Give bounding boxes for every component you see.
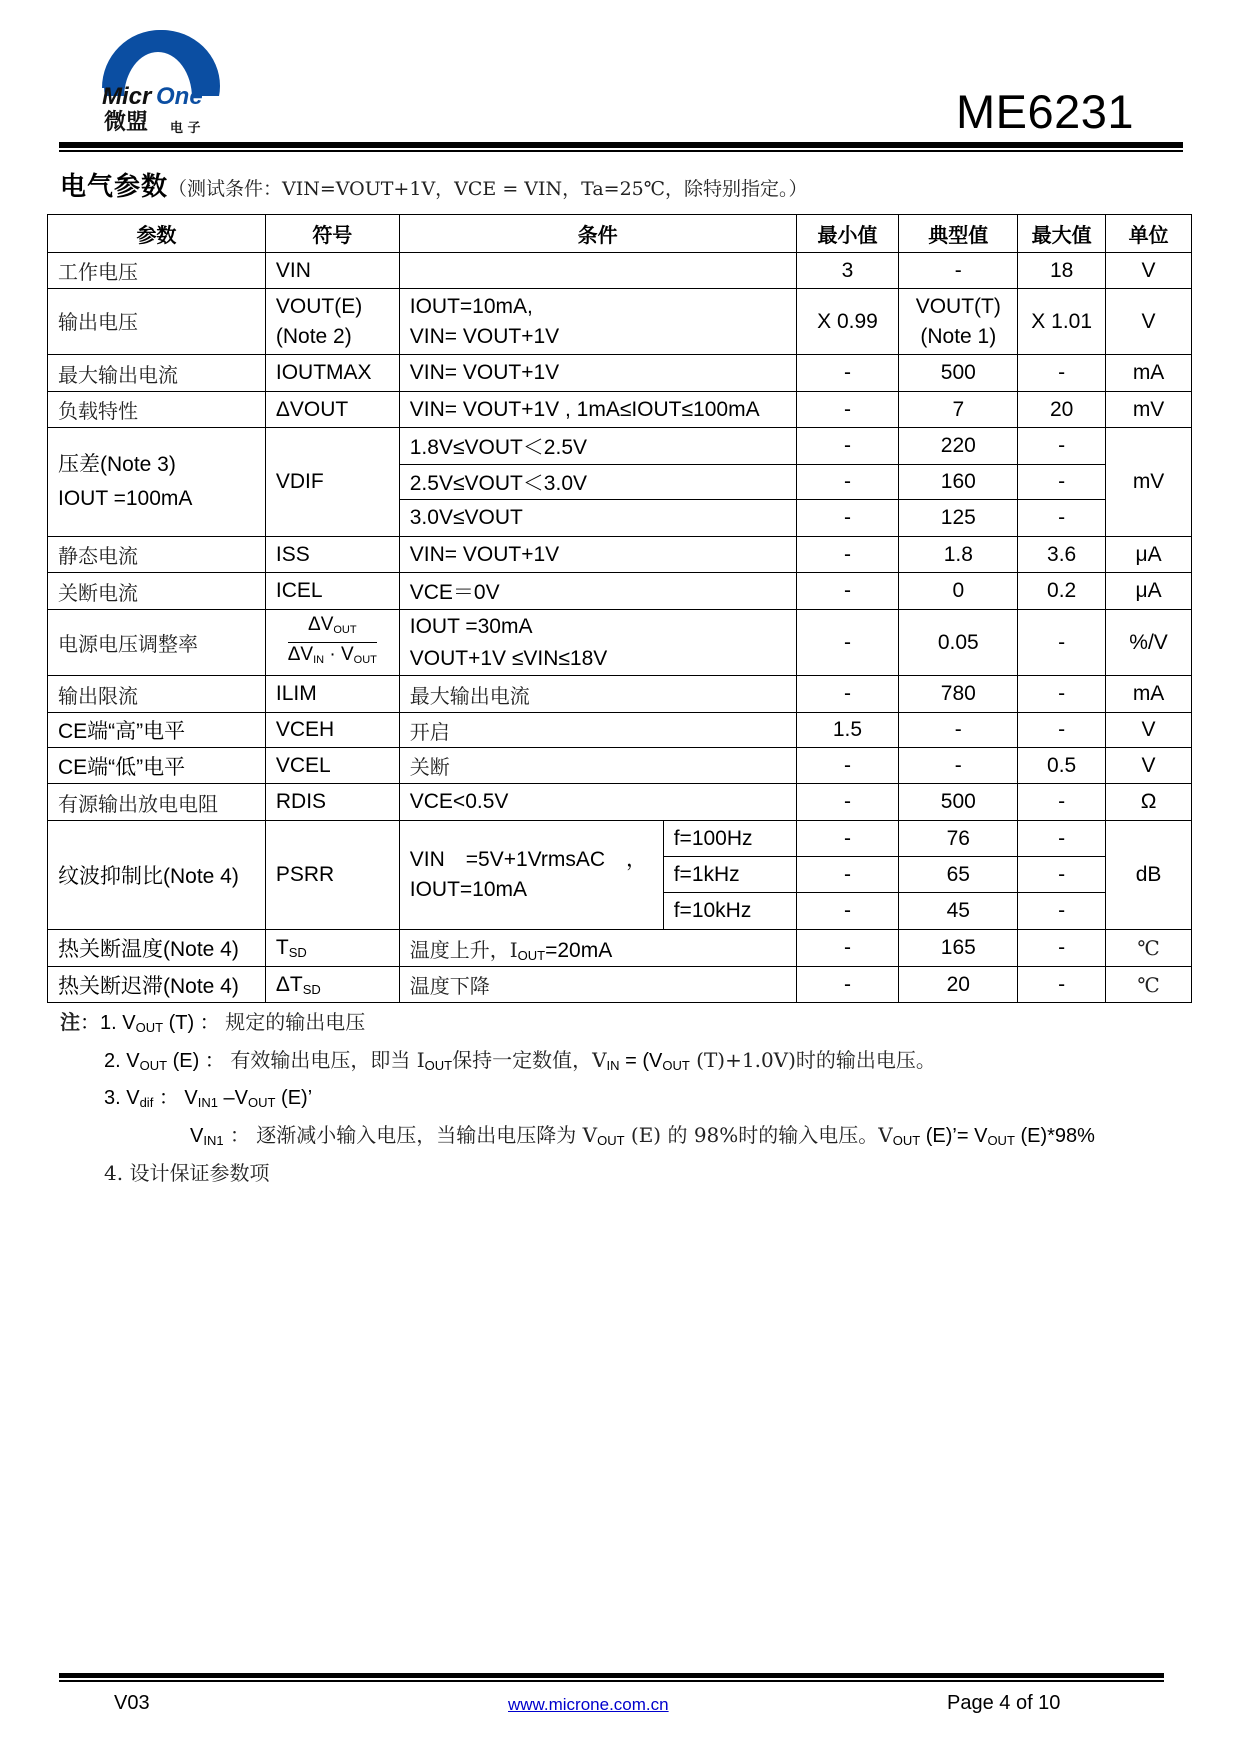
condition-line: IOUT =30mA <box>409 614 533 638</box>
typ-cell: 165 <box>899 930 1018 967</box>
note-text: (T) ： <box>163 1012 220 1034</box>
note-3-detail <box>60 1119 1095 1157</box>
condition-cell: 2.5V≤VOUT＜3.0V <box>399 465 796 500</box>
table-row <box>48 610 1192 676</box>
condition-line: VIN= VOUT+1V <box>409 324 560 348</box>
unit-cell: V <box>1106 748 1192 784</box>
fraction-denominator: · V <box>324 644 354 665</box>
note-text: (T)+1.0V)时的输出电压。 <box>689 1048 936 1072</box>
param-cell: 纹波抑制比(Note 4) <box>48 821 266 930</box>
condition-text: =20mA <box>545 938 613 962</box>
subscript: dif <box>139 1095 154 1110</box>
note-text: 有效输出电压，即当 I <box>230 1048 425 1072</box>
condition-cell: VIN= VOUT+1V <box>399 355 796 392</box>
param-cell: 工作电压 <box>48 253 266 289</box>
param-cell: 静态电流 <box>48 537 266 573</box>
unit-cell: mA <box>1106 676 1192 713</box>
note-text: V <box>190 1125 204 1147</box>
header-min: 最小值 <box>796 215 899 253</box>
header-max: 最大值 <box>1018 215 1106 253</box>
table-row <box>48 713 1192 748</box>
typ-cell: 160 <box>899 465 1018 500</box>
unit-cell: %/V <box>1106 610 1192 676</box>
typ-cell: 500 <box>899 355 1018 392</box>
max-cell: - <box>1018 967 1106 1003</box>
page-number: Page 4 of 10 <box>947 1692 1061 1714</box>
typ-cell: - <box>899 748 1018 784</box>
unit-cell: mV <box>1106 392 1192 428</box>
min-cell: - <box>796 537 899 573</box>
symbol-note: (Note 2) <box>275 324 352 348</box>
note-text: (E)’ <box>275 1087 313 1109</box>
model-number: ME6231 <box>955 85 1134 138</box>
min-cell: - <box>796 610 899 676</box>
note-text: (E)*98% <box>1014 1125 1095 1147</box>
table-row <box>48 355 1192 392</box>
header-symbol: 符号 <box>265 215 399 253</box>
subscript: OUT <box>248 1095 276 1110</box>
electrical-parameters-table <box>47 214 1192 1003</box>
typ-cell: 125 <box>899 500 1018 537</box>
max-cell: X 1.01 <box>1018 289 1106 355</box>
footer-rule-thin <box>59 1680 1164 1682</box>
typ-line: VOUT(T) <box>915 294 1001 318</box>
note-text: 2. V <box>104 1050 140 1072</box>
typ-cell: 20 <box>899 967 1018 1003</box>
subscript: IN1 <box>203 1133 224 1148</box>
symbol-cell: VCEL <box>265 748 399 784</box>
test-conditions: （测试条件：VIN=VOUT+1V，VCE = VIN，Ta=25℃，除特别指定。） <box>168 178 808 200</box>
typ-cell: 65 <box>899 857 1018 893</box>
max-cell: 0.5 <box>1018 748 1106 784</box>
note-text: –V <box>218 1087 249 1109</box>
subscript: OUT <box>139 1058 168 1073</box>
header-typ: 典型值 <box>899 215 1018 253</box>
param-cell: 最大输出电流 <box>48 355 266 392</box>
symbol-line: VOUT(E) <box>275 294 363 318</box>
typ-cell: - <box>899 253 1018 289</box>
condition-line: IOUT=10mA <box>409 878 528 901</box>
note-4: 4. 设计保证参数项 <box>104 1161 270 1185</box>
param-cell: 输出限流 <box>48 676 266 713</box>
header-rule-thin <box>59 150 1183 152</box>
unit-cell: μA <box>1106 573 1192 610</box>
max-cell: 0.2 <box>1018 573 1106 610</box>
param-cell: 负载特性 <box>48 392 266 428</box>
table-row <box>48 573 1192 610</box>
table-row <box>48 537 1192 573</box>
param-cell <box>48 428 266 537</box>
note-text: 规定的输出电压 <box>225 1010 366 1034</box>
param-cell: 输出电压 <box>48 289 266 355</box>
fraction-numerator: ΔV <box>308 614 334 635</box>
param-cell: CE端“高”电平 <box>48 713 266 748</box>
condition-cell <box>399 253 796 289</box>
param-line: 压差(Note 3) <box>58 453 176 476</box>
note-text: 3. V <box>104 1087 140 1109</box>
min-cell: - <box>796 784 899 821</box>
subscript: OUT <box>135 1020 164 1035</box>
condition-cell: 3.0V≤VOUT <box>399 500 796 537</box>
symbol-cell: ISS <box>265 537 399 573</box>
subscript: OUT <box>597 1133 625 1148</box>
condition-cell: 温度下降 <box>399 967 796 1003</box>
param-cell: 电源电压调整率 <box>48 610 266 676</box>
symbol-cell <box>265 930 399 967</box>
symbol-cell: ΔVOUT <box>265 392 399 428</box>
min-cell: - <box>796 857 899 893</box>
notes-label: 注 <box>60 1010 80 1034</box>
max-cell: - <box>1018 930 1106 967</box>
max-cell: 20 <box>1018 392 1106 428</box>
subscript: SD <box>302 981 321 997</box>
unit-cell: Ω <box>1106 784 1192 821</box>
typ-cell <box>899 289 1018 355</box>
typ-cell: 0.05 <box>899 610 1018 676</box>
unit-cell: ℃ <box>1106 967 1192 1003</box>
min-cell: - <box>796 355 899 392</box>
header-param: 参数 <box>48 215 266 253</box>
table-row <box>48 748 1192 784</box>
symbol-cell: PSRR <box>265 821 399 930</box>
typ-cell: 1.8 <box>899 537 1018 573</box>
note-text: ：1. V <box>80 1012 136 1034</box>
min-cell: - <box>796 500 899 537</box>
table-row <box>48 428 1192 465</box>
footer-rule <box>59 1673 1164 1678</box>
min-cell: 1.5 <box>796 713 899 748</box>
typ-cell: 220 <box>899 428 1018 465</box>
param-cell: 热关断温度(Note 4) <box>48 930 266 967</box>
note-text: 保持一定数值，V <box>452 1048 607 1072</box>
unit-cell: dB <box>1106 821 1192 930</box>
website-link[interactable]: www.microne.com.cn <box>508 1695 669 1714</box>
max-cell: - <box>1018 676 1106 713</box>
subscript: OUT <box>424 1058 453 1073</box>
max-cell: - <box>1018 784 1106 821</box>
note-2 <box>60 1044 1095 1082</box>
condition-cell: VCE＝0V <box>399 573 796 610</box>
typ-cell: 76 <box>899 821 1018 857</box>
condition-cell: 关断 <box>399 748 796 784</box>
note-text: (E) ： <box>167 1050 225 1072</box>
note-text: ： 逐渐减小输入电压，当输出电压降为 V <box>223 1123 598 1147</box>
typ-cell: 0 <box>899 573 1018 610</box>
symbol-cell: IOUTMAX <box>265 355 399 392</box>
subscript: OUT <box>892 1133 921 1148</box>
frequency-cell: f=1kHz <box>663 857 796 893</box>
min-cell: - <box>796 573 899 610</box>
min-cell: - <box>796 465 899 500</box>
param-cell: 有源输出放电电阻 <box>48 784 266 821</box>
min-cell: X 0.99 <box>796 289 899 355</box>
note-text: = (V <box>619 1050 663 1072</box>
table-row <box>48 289 1192 355</box>
subscript: OUT <box>662 1058 690 1073</box>
max-cell: - <box>1018 355 1106 392</box>
unit-cell: mV <box>1106 428 1192 537</box>
table-row <box>48 967 1192 1003</box>
microne-logo <box>100 26 225 136</box>
max-cell: - <box>1018 857 1106 893</box>
note-1 <box>60 1006 1095 1044</box>
note-text: ： V <box>153 1087 198 1109</box>
min-cell: - <box>796 392 899 428</box>
frequency-cell: f=100Hz <box>663 821 796 857</box>
symbol-cell: VIN <box>265 253 399 289</box>
condition-cell: 1.8V≤VOUT＜2.5V <box>399 428 796 465</box>
typ-cell: 7 <box>899 392 1018 428</box>
table-row <box>48 784 1192 821</box>
min-cell: - <box>796 930 899 967</box>
condition-text: 温度上升，I <box>409 937 518 962</box>
regulation-fraction <box>288 613 377 672</box>
note-text: (E) 的 98%时的输入电压。V <box>624 1123 893 1147</box>
condition-cell <box>399 289 796 355</box>
condition-cell: VCE<0.5V <box>399 784 796 821</box>
condition-cell: 开启 <box>399 713 796 748</box>
condition-line: VOUT+1V ≤VIN≤18V <box>409 646 608 670</box>
symbol-cell: VCEH <box>265 713 399 748</box>
header-rule <box>59 142 1183 148</box>
symbol-cell: ICEL <box>265 573 399 610</box>
max-cell: - <box>1018 713 1106 748</box>
typ-cell: - <box>899 713 1018 748</box>
max-cell: 3.6 <box>1018 537 1106 573</box>
note-3 <box>60 1082 1095 1119</box>
condition-cell <box>399 930 796 967</box>
unit-cell: V <box>1106 713 1192 748</box>
table-row <box>48 676 1192 713</box>
table-row <box>48 392 1192 428</box>
typ-cell: 45 <box>899 893 1018 930</box>
svg-text:微盟: 微盟 <box>104 110 149 135</box>
version-label: V03 <box>114 1692 150 1714</box>
min-cell: - <box>796 821 899 857</box>
unit-cell: ℃ <box>1106 930 1192 967</box>
symbol-cell: ILIM <box>265 676 399 713</box>
note-text: (E)’= V <box>920 1125 988 1147</box>
symbol-text: T <box>275 936 289 959</box>
symbol-cell <box>265 289 399 355</box>
svg-text:Micr: Micr <box>102 83 152 110</box>
condition-cell <box>399 821 663 930</box>
max-cell: 18 <box>1018 253 1106 289</box>
param-cell: 热关断迟滞(Note 4) <box>48 967 266 1003</box>
min-cell: - <box>796 748 899 784</box>
max-cell: - <box>1018 610 1106 676</box>
svg-text:One: One <box>156 83 203 110</box>
subscript: IN <box>606 1058 620 1073</box>
symbol-cell: RDIS <box>265 784 399 821</box>
symbol-cell <box>265 610 399 676</box>
header-condition: 条件 <box>399 215 796 253</box>
typ-note: (Note 1) <box>920 324 997 348</box>
param-cell: 关断电流 <box>48 573 266 610</box>
header-unit: 单位 <box>1106 215 1192 253</box>
table-row <box>48 930 1192 967</box>
unit-cell: V <box>1106 253 1192 289</box>
min-cell: - <box>796 967 899 1003</box>
section-title-main: 电气参数 <box>60 172 169 202</box>
unit-cell: mA <box>1106 355 1192 392</box>
condition-cell: VIN= VOUT+1V <box>399 537 796 573</box>
condition-cell: VIN= VOUT+1V , 1mA≤IOUT≤100mA <box>399 392 796 428</box>
table-row <box>48 821 1192 857</box>
svg-text:电 子: 电 子 <box>170 121 201 136</box>
subscript: OUT <box>987 1133 1015 1148</box>
subscript: OUT <box>353 654 377 666</box>
condition-cell: 最大输出电流 <box>399 676 796 713</box>
subscript: OUT <box>333 624 357 636</box>
param-cell: CE端“低”电平 <box>48 748 266 784</box>
max-cell: - <box>1018 465 1106 500</box>
subscript: IN1 <box>197 1095 218 1110</box>
table-header-row <box>48 215 1192 253</box>
min-cell: - <box>796 676 899 713</box>
min-cell: 3 <box>796 253 899 289</box>
subscript: IN <box>313 654 325 666</box>
min-cell: - <box>796 893 899 930</box>
max-cell: - <box>1018 500 1106 537</box>
fraction-denominator: ΔV <box>287 644 314 665</box>
min-cell: - <box>796 428 899 465</box>
subscript: OUT <box>517 947 546 963</box>
unit-cell: V <box>1106 289 1192 355</box>
condition-cell <box>399 610 796 676</box>
table-row <box>48 253 1192 289</box>
max-cell: - <box>1018 821 1106 857</box>
subscript: SD <box>288 945 307 960</box>
typ-cell: 780 <box>899 676 1018 713</box>
symbol-cell <box>265 967 399 1003</box>
frequency-cell: f=10kHz <box>663 893 796 930</box>
notes <box>60 1006 1095 1189</box>
unit-cell: μA <box>1106 537 1192 573</box>
symbol-text: ΔT <box>275 972 303 996</box>
max-cell: - <box>1018 893 1106 930</box>
condition-line: VIN =5V+1VrmsAC ， <box>409 848 648 871</box>
symbol-cell: VDIF <box>265 428 399 537</box>
max-cell: - <box>1018 428 1106 465</box>
typ-cell: 500 <box>899 784 1018 821</box>
param-line: IOUT =100mA <box>58 487 193 510</box>
condition-line: IOUT=10mA, <box>409 294 533 318</box>
section-title <box>60 166 808 203</box>
